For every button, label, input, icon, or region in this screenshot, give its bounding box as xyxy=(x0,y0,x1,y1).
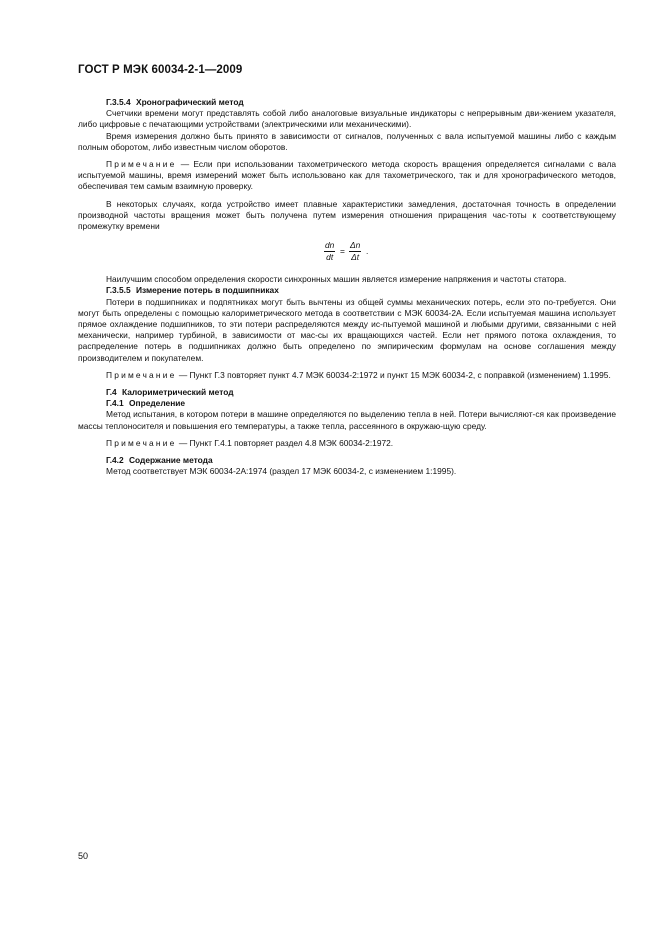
formula-equals: = xyxy=(340,246,345,257)
page-content xyxy=(78,97,616,477)
section-heading-g41 xyxy=(78,398,616,409)
paragraph-measurement-time: Время измерения должно быть принято в зависимости от сигналов, полученных с вала испытуемой машины либо с каждым полным оборотом, либо известным числом оборотов. xyxy=(78,130,616,152)
note-text: — Пункт Г.3 повторяет пункт 4.7 МЭК 60034-2:1972 и пункт 15 МЭК 60034-2, с поправкой (изменением) 1.1995. xyxy=(178,369,611,380)
formula-period: . xyxy=(366,246,369,257)
note-label: Примечание xyxy=(106,369,177,380)
note-tachometric xyxy=(78,159,616,193)
formula-rhs-numerator: Δn xyxy=(350,240,361,251)
formula-lhs-numerator: dn xyxy=(325,240,335,251)
section-title: Определение xyxy=(129,398,186,409)
section-heading-g4 xyxy=(78,387,616,398)
section-number: Г.4.1 xyxy=(106,398,124,409)
note-label: Примечание xyxy=(106,437,177,448)
section-number: Г.3.5.5 xyxy=(106,285,131,296)
section-heading-g42 xyxy=(78,455,616,466)
paragraph-bearing-losses: Потери в подшипниках и подпятниках могут быть вычтены из общей суммы механических потерь, если это по-требуется. Они могут быть определены с помощью калориметрического метода в соответствии с МЭК 60034-2А. Если испытуемая машина использует прямое охлаждение подшипников, то эти потери распределяются между ис-пытуемой машиной и любыми другими, связанными с ней механически, например турбиной, в зависимости от мас-сы их вращающихся частей. Если нет прямого потока охлаждения, то распределение потерь в подшипниках должно быть определено по эмпирическим формулам на основе соглашения между производителем и покупателем. xyxy=(78,296,616,363)
note-section-g3 xyxy=(78,370,616,381)
paragraph-derivative: В некоторых случаях, когда устройство имеет плавные характеристики замедления, достаточная точность в определении производной частоты вращения может быть получена путем измерения отношения приращения час-тоты к соответствующему промежутку времени xyxy=(78,198,616,232)
paragraph-synchronous-speed: Наилучшим способом определения скорости синхронных машин является измерение напряжения и частоты статора. xyxy=(106,274,567,285)
formula-derivative xyxy=(78,236,616,272)
page-number: 50 xyxy=(78,851,89,861)
note-label: Примечание xyxy=(106,159,177,170)
note-section-g41 xyxy=(78,438,616,449)
section-number: Г.3.5.4 xyxy=(106,97,131,107)
section-title: Измерение потерь в подшипниках xyxy=(135,285,279,296)
section-heading-g355 xyxy=(78,285,616,296)
section-title: Калориметрический метод xyxy=(122,387,234,398)
formula-rhs xyxy=(349,240,361,263)
formula-lhs-denominator: dt xyxy=(326,252,334,263)
note-text: — Пункт Г.4.1 повторяет раздел 4.8 МЭК 60034-2:1972. xyxy=(178,437,394,448)
formula-lhs xyxy=(324,240,335,263)
paragraph-time-counters: Счетчики времени могут представлять собой либо аналоговые визуальные индикаторы с непрерывным дви-жением указателя, либо цифровые с печатающими устройствами (электрическими или механическими). xyxy=(78,108,616,130)
section-number: Г.4.2 xyxy=(106,455,124,466)
document-header: ГОСТ Р МЭК 60034-2-1—2009 xyxy=(78,64,243,76)
formula-rhs-denominator: Δt xyxy=(351,252,360,263)
note-text: — Если при использовании тахометрического метода скорость вращения определяется сигналами с вала испытуемой машины, время измерений может быть использовано как для тахометрического, так и для хронографического методов, обеспечивая тем самым взаимную проверку. xyxy=(78,159,617,192)
section-title: Хронографический метод xyxy=(135,97,244,107)
paragraph-method-content: Метод соответствует МЭК 60034-2А:1974 (раздел 17 МЭК 60034-2, с изменением 1:1995). xyxy=(106,466,457,477)
paragraph-calorimetric-definition: Метод испытания, в котором потери в машине определяются по выделению тепла в ней. Потери вычисляют-ся как произведение массы теплоносителя и повышения его температуры, а также тепла, рассеянного в окружаю-щую среду. xyxy=(78,409,616,431)
section-title: Содержание метода xyxy=(129,455,213,466)
section-heading-g354 xyxy=(78,97,616,108)
section-number: Г.4 xyxy=(106,387,117,398)
